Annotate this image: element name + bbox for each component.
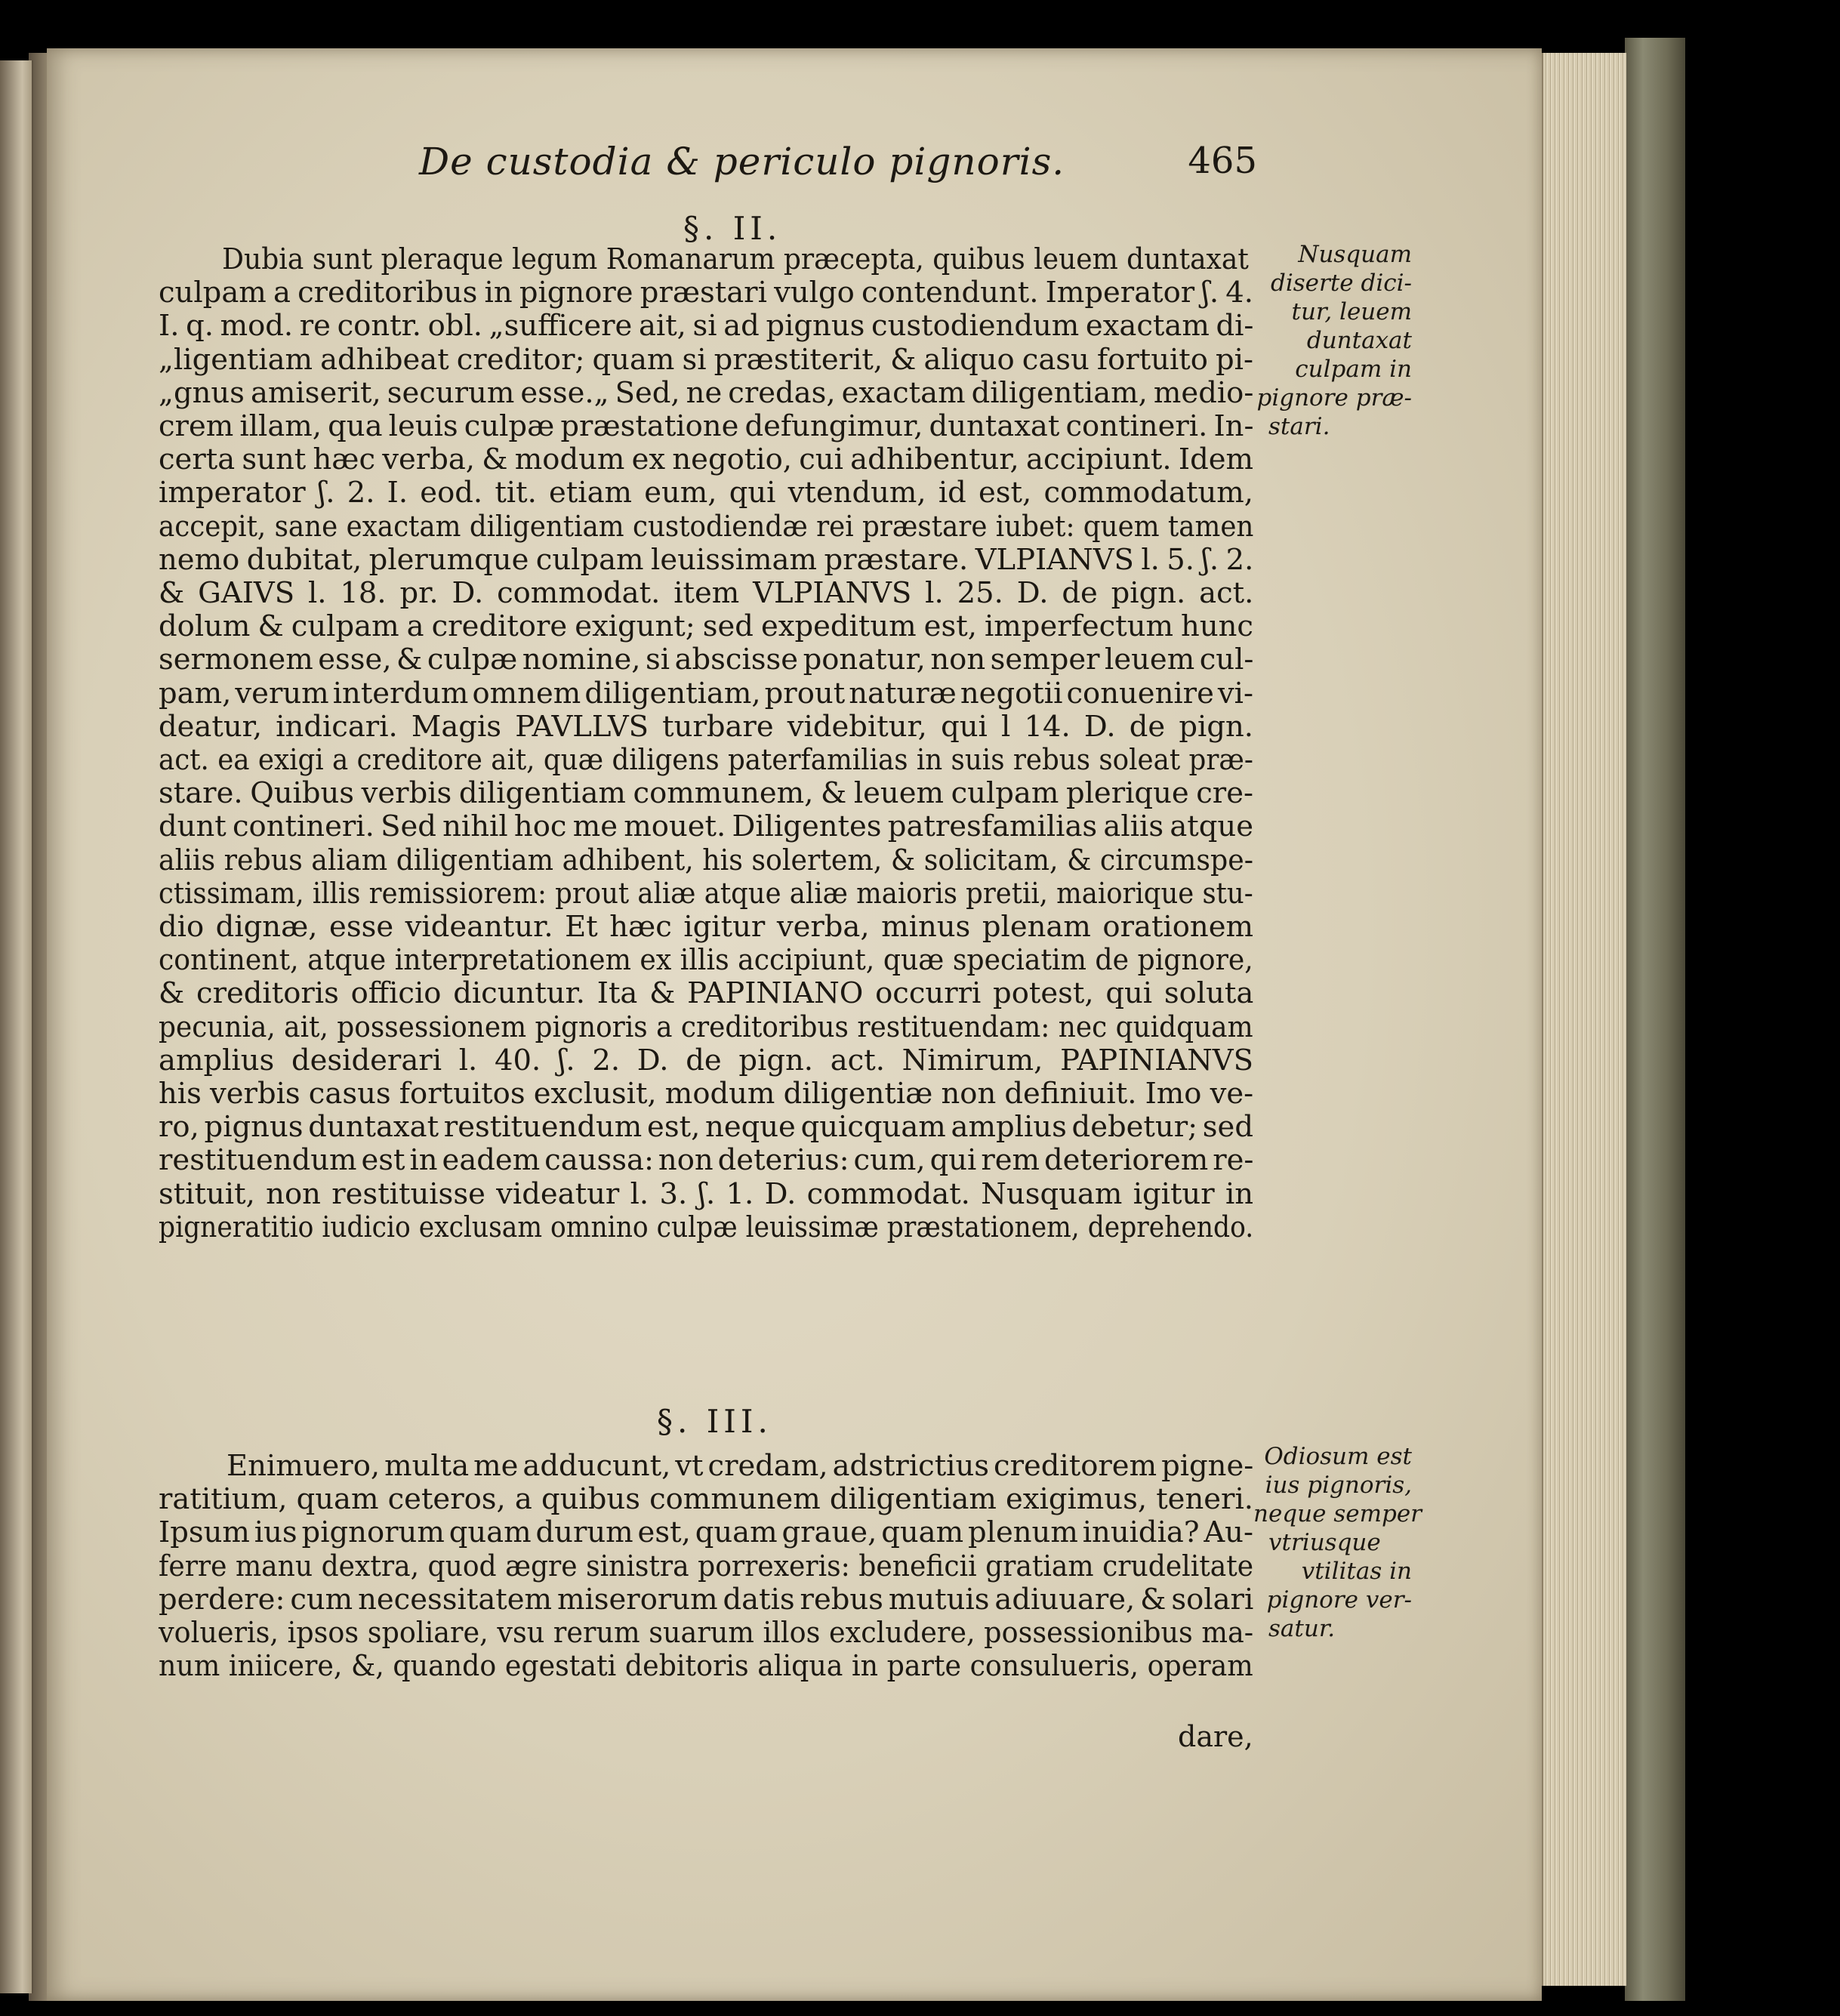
margin-note-line: culpam in <box>1295 356 1412 383</box>
text-line: his verbis casus fortuitos exclusit, modum diligentiæ non definiuit. Imo ve- <box>159 1077 1254 1111</box>
section-3-text <box>159 1450 1253 1683</box>
text-line: Enimuero, multa me adducunt, vt credam, adstrictius creditorem pigne- <box>227 1449 1254 1483</box>
margin-note-line: Odiosum est <box>1264 1443 1412 1470</box>
text-line: Dubia sunt pleraque legum Romanarum præcepta, quibus leuem duntaxat <box>222 242 1249 276</box>
section-heading-3: §. III. <box>657 1403 772 1440</box>
margin-note-line: neque semper <box>1253 1500 1422 1527</box>
text-line: ratitium, quam ceteros, a quibus communem diligentiam exigimus, teneri. <box>159 1482 1253 1517</box>
text-line: & GAIVS l. 18. pr. D. commodat. item VLPIANVS l. 25. D. de pign. act. <box>159 576 1254 611</box>
text-line: pecunia, ait, possessionem pignoris a creditoribus restituendam: nec quidquam <box>159 1010 1253 1044</box>
text-line: ro, pignus duntaxat restituendum est, neque quicquam amplius debetur; sed <box>159 1110 1253 1145</box>
page-number: 465 <box>1188 140 1257 182</box>
page-edges <box>1542 53 1626 1986</box>
margin-note-section-3 <box>1253 1442 1422 1643</box>
text-line: stare. Quibus verbis diligentiam communem, & leuem culpam plerique cre- <box>159 776 1253 811</box>
text-line: num iniicere, &, quando egestati debitoris aliqua in parte consulueris, operam <box>159 1649 1253 1684</box>
text-line: amplius desiderari l. 40. ʃ. 2. D. de pign. act. Nimirum, PAPINIANVS <box>159 1043 1253 1077</box>
text-line: culpam a creditoribus in pignore præstari vulgo contendunt. Imperator ʃ. 4. <box>159 276 1253 310</box>
text-line: sermonem esse, & culpæ nomine, si abscisse ponatur, non semper leuem cul- <box>159 643 1254 677</box>
margin-note-section-2 <box>1253 240 1412 441</box>
margin-note-line: diserte dici- <box>1271 270 1412 297</box>
text-line: imperator ʃ. 2. I. eod. tit. etiam eum, qui vtendum, id est, commodatum, <box>159 476 1253 510</box>
margin-note-line: duntaxat <box>1306 327 1412 354</box>
text-line: certa sunt hæc verba, & modum ex negotio, cui adhibentur, accipiunt. Idem <box>159 442 1254 477</box>
text-line: pigneratitio iudicio exclusam omnino culpæ leuissimæ præstationem, deprehendo. <box>159 1210 1254 1244</box>
section-2-text <box>159 243 1253 1244</box>
text-line: stituit, non restituisse videatur l. 3. ʃ. 1. D. commodat. Nusquam igitur in <box>159 1176 1254 1211</box>
text-line: accepit, sane exactam diligentiam custodiendæ rei præstare iubet: quem tamen <box>159 509 1254 544</box>
text-line: & creditoris officio dicuntur. Ita & PAPINIANO occurri potest, qui soluta <box>159 976 1254 1011</box>
text-line: pam, verum interdum omnem diligentiam, prout naturæ negotii conuenire vi- <box>159 676 1253 711</box>
margin-note-line: tur, leuem <box>1291 298 1412 325</box>
margin-note-line: stari. <box>1268 413 1330 440</box>
text-line: crem illam, qua leuis culpæ præstatione defungimur, duntaxat contineri. In- <box>159 409 1254 444</box>
running-title: De custodia & periculo pignoris. <box>419 140 1065 183</box>
text-line: nemo dubitat, plerumque culpam leuissimam præstare. VLPIANVS l. 5. ʃ. 2. <box>159 542 1254 577</box>
text-line: Ipsum ius pignorum quam durum est, quam graue, quam plenum inuidia? Au- <box>159 1515 1253 1550</box>
margin-note-line: satur. <box>1268 1615 1336 1642</box>
text-line: „ligentiam adhibeat creditor; quam si præstiterit, & aliquo casu fortuito pi- <box>159 342 1253 377</box>
section-heading-2: §. II. <box>683 210 782 247</box>
margin-note-line: ius pignoris, <box>1265 1472 1412 1499</box>
margin-note-line: pignore ver- <box>1266 1586 1412 1614</box>
text-line: continent, atque interpretationem ex illis accipiunt, quæ speciatim de pignore, <box>159 943 1253 978</box>
text-line: act. ea exigi a creditore ait, quæ diligens paterfamilias in suis rebus soleat præ- <box>159 743 1253 778</box>
text-line: restituendum est in eadem caussa: non deterius: cum, qui rem deteriorem re- <box>159 1143 1254 1178</box>
text-line: aliis rebus aliam diligentiam adhibent, his solertem, & solicitam, & circumspe- <box>159 843 1253 877</box>
text-line: dunt contineri. Sed nihil hoc me mouet. Diligentes patresfamilias aliis atque <box>159 809 1253 844</box>
previous-page-edge <box>0 60 33 1993</box>
margin-note-line: vtilitas in <box>1301 1558 1412 1585</box>
text-line: dolum & culpam a creditore exigunt; sed expeditum est, imperfectum hunc <box>159 609 1253 644</box>
text-line: I. q. mod. re contr. obl. „sufficere ait, si ad pignus custodiendum exactam di- <box>159 309 1254 344</box>
book-cover <box>1625 38 1685 2001</box>
text-line: „gnus amiserit, securum esse.„ Sed, ne credas, exactam diligentiam, medio- <box>159 375 1254 410</box>
catchword: dare, <box>1178 1720 1253 1753</box>
margin-note-line: pignore præ- <box>1256 384 1412 412</box>
margin-note-line: Nusquam <box>1298 241 1412 268</box>
text-line: dio dignæ, esse videantur. Et hæc igitur verba, minus plenam orationem <box>159 910 1253 945</box>
text-line: volueris, ipsos spoliare, vsu rerum suarum illos excludere, possessionibus ma- <box>159 1616 1254 1651</box>
margin-note-line: vtriusque <box>1268 1529 1381 1556</box>
text-line: deatur, indicari. Magis PAVLLVS turbare videbitur, qui l 14. D. de pign. <box>159 709 1253 744</box>
text-line: perdere: cum necessitatem miserorum datis rebus mutuis adiuuare, & solari <box>159 1582 1254 1617</box>
text-line: ctissimam, illis remissiorem: prout aliæ atque aliæ maioris pretii, maiorique stu- <box>159 876 1253 911</box>
text-line: ferre manu dextra, quod ægre sinistra porrexeris: beneficii gratiam crudelitate <box>159 1549 1254 1583</box>
running-head <box>419 140 1257 185</box>
